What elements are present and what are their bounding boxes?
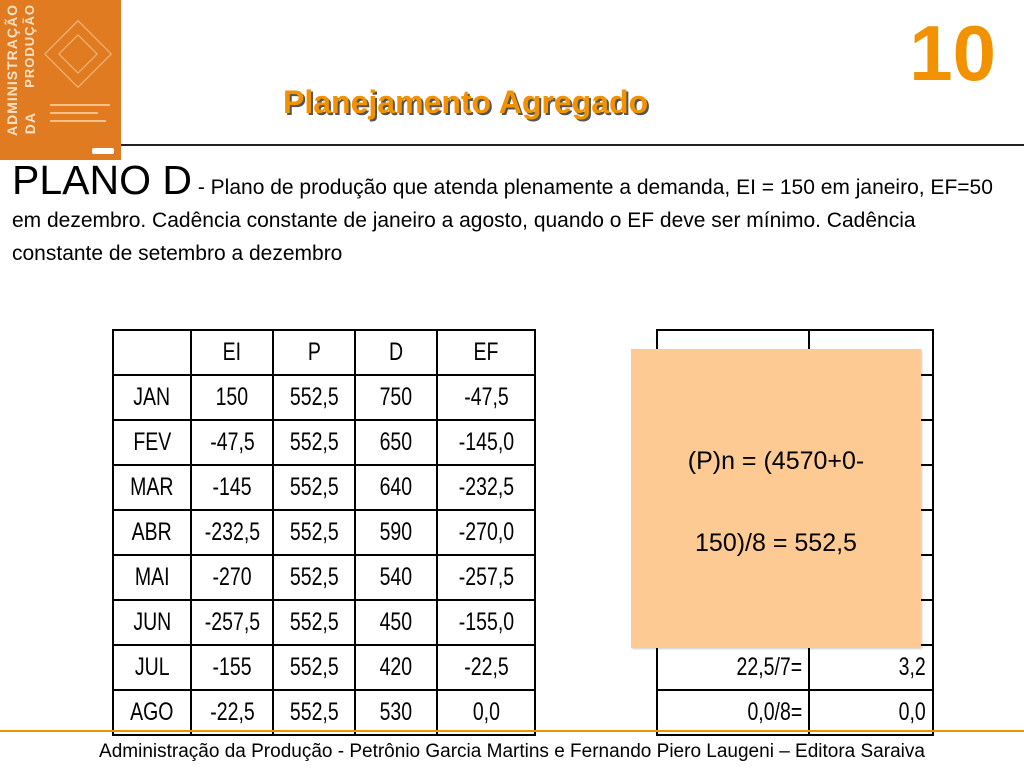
publisher-logo bbox=[92, 148, 114, 154]
table-row bbox=[113, 645, 535, 690]
cover-line bbox=[50, 104, 110, 106]
table-cell bbox=[437, 645, 535, 690]
cell-text: JUL bbox=[134, 653, 170, 681]
cell-text: -47,5 bbox=[463, 383, 509, 411]
side-table-row bbox=[657, 645, 933, 690]
table-cell bbox=[273, 555, 355, 600]
table-cell bbox=[355, 420, 437, 465]
table-cell bbox=[113, 555, 191, 600]
cell-text: 552,5 bbox=[289, 473, 339, 501]
table-header-row bbox=[113, 330, 535, 375]
table-cell bbox=[355, 600, 437, 645]
table-cell bbox=[273, 420, 355, 465]
cell-text: 552,5 bbox=[289, 428, 339, 456]
cell-text: 552,5 bbox=[289, 518, 339, 546]
table-cell bbox=[273, 690, 355, 735]
table-cell bbox=[113, 420, 191, 465]
table-cell bbox=[437, 510, 535, 555]
book-spine-title: ADMINISTRAÇÃO bbox=[4, 4, 20, 136]
cover-line bbox=[50, 120, 106, 122]
table-cell bbox=[437, 420, 535, 465]
cell-text: -232,5 bbox=[458, 473, 514, 501]
cell-text: ABR bbox=[131, 518, 173, 546]
table-header-cell bbox=[191, 330, 273, 375]
book-spine-subtitle: PRODUÇÃO bbox=[22, 4, 37, 88]
table-cell bbox=[191, 465, 273, 510]
formula-line-1: (P)n = (4570+0- bbox=[687, 447, 865, 475]
header-text: D bbox=[388, 338, 404, 366]
table-row bbox=[113, 600, 535, 645]
cell-text: 450 bbox=[379, 608, 413, 636]
side-table-row bbox=[657, 690, 933, 735]
table-cell bbox=[191, 375, 273, 420]
table-cell bbox=[113, 645, 191, 690]
table-cell bbox=[191, 690, 273, 735]
cell-text: 540 bbox=[379, 563, 413, 591]
table-cell bbox=[355, 555, 437, 600]
table-cell bbox=[191, 600, 273, 645]
cell-text: 0,0/8= bbox=[747, 698, 802, 726]
table-row bbox=[113, 375, 535, 420]
table-row bbox=[113, 420, 535, 465]
plan-description: - Plano de produção que atenda plenamente a demanda, EI = 150 em janeiro, EF=50 em dezembro. Cadência constante de janeiro a agosto, quando o EF deve ser mínimo. Cadência constante de setembro a dezembro bbox=[12, 176, 993, 265]
production-plan-table bbox=[112, 329, 536, 736]
slide-number: 10 bbox=[909, 9, 996, 97]
cell-text: AGO bbox=[130, 698, 174, 726]
side-table-cell bbox=[809, 645, 933, 690]
table-cell bbox=[191, 645, 273, 690]
table-cell bbox=[355, 510, 437, 555]
table-row bbox=[113, 510, 535, 555]
table-cell bbox=[191, 555, 273, 600]
table-cell bbox=[113, 690, 191, 735]
cell-text: 552,5 bbox=[289, 608, 339, 636]
cell-text: 552,5 bbox=[289, 653, 339, 681]
cell-text: -270 bbox=[212, 563, 252, 591]
page-title: Planejamento Agregado bbox=[283, 84, 649, 120]
cell-text: -257,5 bbox=[458, 563, 514, 591]
cell-text: -232,5 bbox=[204, 518, 260, 546]
header-divider bbox=[121, 144, 1024, 146]
cell-text: MAR bbox=[130, 473, 174, 501]
book-cover-thumbnail bbox=[0, 0, 121, 160]
cell-text: 590 bbox=[379, 518, 413, 546]
header-text: EF bbox=[473, 338, 499, 366]
table-cell bbox=[355, 690, 437, 735]
cell-text: -155,0 bbox=[458, 608, 514, 636]
table-cell bbox=[191, 420, 273, 465]
cell-text: 420 bbox=[379, 653, 413, 681]
cell-text: 552,5 bbox=[289, 383, 339, 411]
table-cell bbox=[273, 465, 355, 510]
cell-text: -22,5 bbox=[209, 698, 255, 726]
side-table-cell bbox=[809, 690, 933, 735]
table-cell bbox=[273, 600, 355, 645]
cell-text: FEV bbox=[133, 428, 171, 456]
book-spine-da: DA bbox=[22, 112, 38, 135]
cell-text: -22,5 bbox=[463, 653, 509, 681]
table-cell bbox=[437, 600, 535, 645]
table-cell bbox=[113, 465, 191, 510]
table-cell bbox=[355, 465, 437, 510]
cell-text: 552,5 bbox=[289, 698, 339, 726]
table-header-cell bbox=[355, 330, 437, 375]
table-cell bbox=[191, 510, 273, 555]
footer-divider bbox=[0, 730, 1024, 732]
header-text: EI bbox=[222, 338, 242, 366]
cover-line bbox=[50, 112, 98, 114]
plan-description-block bbox=[12, 157, 1002, 270]
side-table-cell bbox=[657, 690, 809, 735]
cell-text: 530 bbox=[379, 698, 413, 726]
plan-label: PLANO D bbox=[12, 157, 192, 203]
table-cell bbox=[355, 645, 437, 690]
cell-text: -47,5 bbox=[209, 428, 255, 456]
formula-note-box bbox=[631, 349, 921, 648]
table-header-cell bbox=[113, 330, 191, 375]
table-row bbox=[113, 465, 535, 510]
cell-text: MAI bbox=[134, 563, 170, 591]
cell-text: 0,0 bbox=[898, 698, 926, 726]
header-text: P bbox=[307, 338, 321, 366]
table-cell bbox=[113, 600, 191, 645]
table-cell bbox=[355, 375, 437, 420]
table-cell bbox=[437, 465, 535, 510]
side-table-cell bbox=[657, 645, 809, 690]
table-cell bbox=[437, 555, 535, 600]
cell-text: 750 bbox=[379, 383, 413, 411]
cell-text: -257,5 bbox=[204, 608, 260, 636]
cell-text: 0,0 bbox=[472, 698, 500, 726]
table-cell bbox=[113, 375, 191, 420]
cell-text: -145,0 bbox=[458, 428, 514, 456]
cell-text: JAN bbox=[133, 383, 171, 411]
table-row bbox=[113, 555, 535, 600]
cell-text: 552,5 bbox=[289, 563, 339, 591]
table-row bbox=[113, 690, 535, 735]
table-cell bbox=[273, 510, 355, 555]
formula-line-2: 150)/8 = 552,5 bbox=[695, 529, 857, 557]
cell-text: 3,2 bbox=[898, 653, 926, 681]
book-spine bbox=[2, 0, 46, 160]
table-header-cell bbox=[437, 330, 535, 375]
cell-text: 640 bbox=[379, 473, 413, 501]
table-header-cell bbox=[273, 330, 355, 375]
table-cell bbox=[273, 645, 355, 690]
table-cell bbox=[437, 690, 535, 735]
cell-text: 22,5/7= bbox=[736, 653, 802, 681]
table-cell bbox=[437, 375, 535, 420]
table-cell bbox=[113, 510, 191, 555]
cell-text: -270,0 bbox=[458, 518, 514, 546]
cell-text: JUN bbox=[133, 608, 171, 636]
cell-text: -145 bbox=[212, 473, 252, 501]
cell-text: -155 bbox=[212, 653, 252, 681]
cell-text: 650 bbox=[379, 428, 413, 456]
table-cell bbox=[273, 375, 355, 420]
cell-text: 150 bbox=[215, 383, 249, 411]
footer-credits: Administração da Produção - Petrônio Garcia Martins e Fernando Piero Laugeni – Editora Saraiva bbox=[99, 741, 925, 762]
